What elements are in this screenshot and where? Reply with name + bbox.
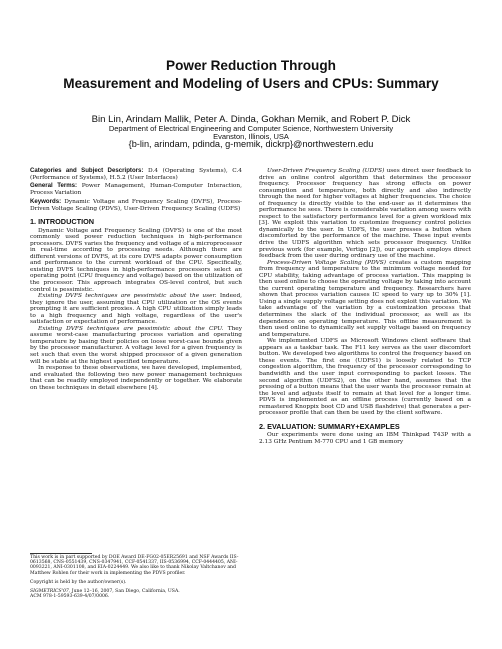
paper-title-line-1: Power Reduction Through xyxy=(166,58,336,73)
implementation-paragraph: We implemented UDFS as Microsoft Windows client software that appears as a taskbar task. The F11 key serves as the user discomfort button. We developed two algorithms to control the frequency based on these events. The first one (UDFS1) is loosely related to TCP congestion algorithm, the frequency of the processor corresponding to bandwidth and the user input corresponding to packet losses. The second algorithm (UDFS2), on the other hand, assumes that the pressing of a button means that the user wants the processor remain at the level and adjusts itself to remain at that level for a longer time. PDVS is implemented as an offline process (currently based on a remastered Knoppix boot CD and USB flashdrive) that generates a per-processor profile that can then be used by the client software. xyxy=(259,338,471,417)
general-terms-label: General Terms: xyxy=(30,182,78,190)
affiliation-line-1: Department of Electrical Engineering and Computer Science, Northwestern University xyxy=(108,124,394,133)
first-page-footnote xyxy=(30,553,242,599)
pdvs-term: Process-Driven Voltage Scaling (PDVS) xyxy=(267,259,387,266)
keywords-text: Dynamic Voltage and Frequency Scaling (DVFS), Process-Driven Voltage Scaling (PDVS), User-Driven Frequency Scaling (UDFS) xyxy=(30,198,242,212)
conference-name: SIGMETRICS'07, xyxy=(30,589,71,595)
intro-paragraph-3 xyxy=(30,326,242,365)
general-terms-block xyxy=(30,183,242,196)
keywords-label: Keywords: xyxy=(30,197,62,205)
left-column xyxy=(30,168,242,391)
udfs-paragraph xyxy=(259,168,471,260)
conference-details: June 12–16, 2007, San Diego, California, USA. xyxy=(70,589,180,595)
copyright-note: Copyright is held by the author/owner(s). xyxy=(30,579,127,585)
categories-text: D.4 (Operating Systems), C.4 (Performance of Systems), H.5.2 (User Interfaces) xyxy=(30,168,242,181)
pdvs-body: creates a custom mapping from frequency and temperature to the minimum voltage needed for CPU stability, taking advantage of process variation. This mapping is then used online to choose the operating voltage by taking into account the current operating temperature and frequency. Researchers have shown that process variation causes IC speed to vary up to 30% [1]. Using a single supply voltage setting does not exploit this variation. We take advantage of the variation by a customization process that determines the slack of the individual processor, as well as its dependence on operating temperature. This offline measurement is then used online to dynamically set supply voltage based on frequency and temperature. xyxy=(259,259,471,338)
intro-p2-lead: Existing DVFS techniques are pessimistic about the user. xyxy=(38,293,217,300)
categories-label: Categories and Subject Descriptors: xyxy=(30,167,144,174)
author-list: Bin Lin, Arindam Mallik, Peter A. Dinda, Gokhan Memik, and Robert P. Dick xyxy=(91,114,411,125)
intro-p3-lead: Existing DVFS techniques are pessimistic about the CPU. xyxy=(38,325,224,332)
funding-note: This work is in part supported by DOE Award DE-FG02-05ER25691 and NSF Awards IIS-0613568, CNS-0551439, CNS-0347941, CCF-0541337, IIS-0536994, CCF-0444405, ANI-0093221, ANI-0301108, and EIA-0224449. We also like to thank Nikolay Valtchanov and Matthew Rohlen for their work in implementing the PDVS profiler. xyxy=(30,555,239,576)
intro-p3-body: They assume worst-case manufacturing process variation and operating temperature by basing their policies on loose worst-case bounds given by the processor manufacturer. A voltage level for a given frequency is set such that even the worst shipped processor of a given generation will be stable at the highest specified temperature. xyxy=(30,325,243,365)
intro-paragraph-4: In response to these observations, we have developed, implemented, and evaluated the following two new power management techniques that can be readily employed independently or together. We elaborate on these techniques in detail elsewhere [4]. xyxy=(30,365,242,391)
udfs-term: User-Driven Frequency Scaling (UDFS) xyxy=(267,168,385,174)
footnote-rule xyxy=(30,553,92,554)
acm-isbn: ACM 978-1-59593-639-4/07/0006. xyxy=(30,594,110,600)
section-heading-introduction: 1. INTRODUCTION xyxy=(30,217,95,227)
intro-paragraph-1: Dynamic Voltage and Frequency Scaling (DVFS) is one of the most commonly used power reduction techniques in high-performance processors. DVFS varies the frequency and voltage of a microprocessor in real-time according to processing needs. Although there are different versions of DVFS, at its core DVFS adapts power consumption and performance to the current workload of the CPU. Specifically, existing DVFS techniques in high-performance processors select an operating point (CPU frequency and voltage) based on the utilization of the processor. This approach integrates OS-level control, but such control is pessimistic. xyxy=(30,227,242,293)
section-heading-evaluation: 2. EVALUATION: SUMMARY+EXAMPLES xyxy=(259,421,400,431)
pdvs-paragraph xyxy=(259,260,471,339)
evaluation-paragraph: Our experiments were done using an IBM Thinkpad T43P with a 2.13 GHz Pentium M-770 CPU and 1 GB memory xyxy=(259,432,471,445)
keywords-block xyxy=(30,199,242,212)
intro-paragraph-2 xyxy=(30,293,242,326)
affiliation-line-2: Evanston, Illinois, USA xyxy=(213,132,289,141)
categories-block xyxy=(30,168,242,181)
author-emails: {b-lin, arindam, pdinda, g-memik, dickrp}@northwestern.edu xyxy=(128,139,374,149)
general-terms-text: Power Management, Human-Computer Interaction, Process Variation xyxy=(30,183,242,197)
right-column xyxy=(259,168,471,445)
intro-p2-body: Indeed, they ignore the user, assuming that CPU utilization or the OS events prompting it are sufficient proxies. A high CPU utilization simply leads to a high frequency and high voltage, regardless of the user's satisfaction or expectation of performance. xyxy=(30,293,242,326)
udfs-body: uses direct user feedback to drive an online control algorithm that determines the processor frequency. Processor frequency has strong effects on power consumption and temperature, both directly and also indirectly through the need for higher voltages at higher frequencies. The choice of frequency is directly visible to the end-user as it determines the performance he sees. There is considerable variation among users with respect to the satisfactory performance level for a given workload mix [3]. We exploit this variation to customize frequency control policies dynamically to the user. In UDFS, the user presses a button when discomforted by the performance of the machine. These input events drive the UDFS algorithm which sets processor frequency. Unlike previous work (for example, Vertigo [2]), our approach employs direct feedback from the user during ordinary use of the machine. xyxy=(259,168,471,260)
paper-title-line-2: Measurement and Modeling of Users and CPUs: Summary xyxy=(63,76,439,91)
